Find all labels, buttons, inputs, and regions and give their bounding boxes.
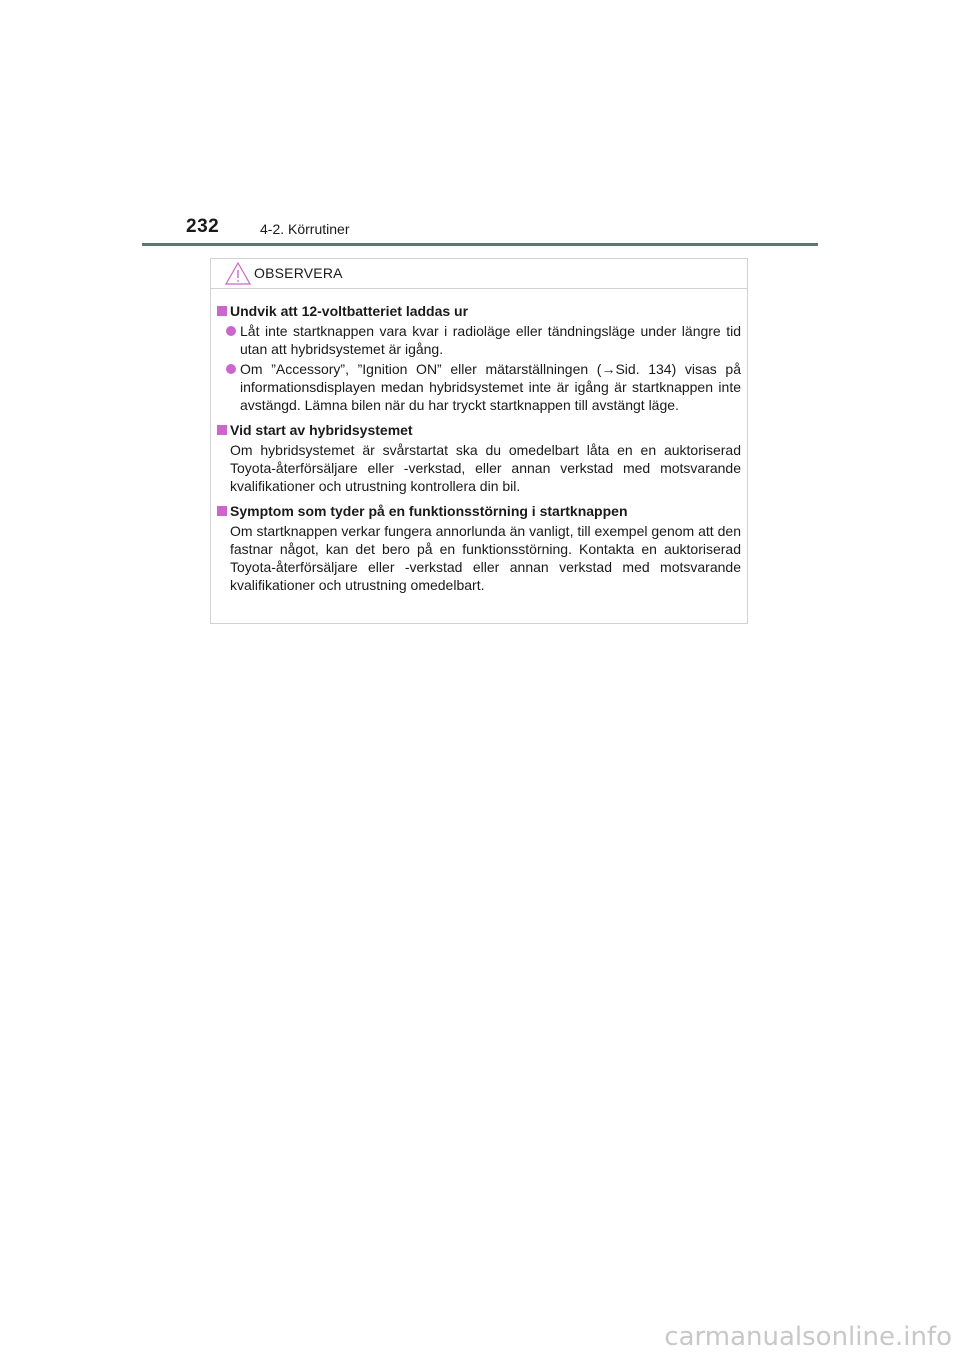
section-heading: [217, 302, 741, 320]
notice-section: [217, 502, 741, 594]
section-heading-text: Undvik att 12-voltbatteriet laddas ur: [230, 303, 469, 319]
section-paragraph: Om hybridsystemet är svårstartat ska du omedelbart låta en en auktoriserad Toyota-återförsäljare eller -verkstad, eller annan verkstad med motsvarande kvalifikationer och utrustning kontrollera din bil.: [230, 442, 741, 494]
section-title: 4-2. Körrutiner: [260, 221, 350, 237]
notice-section: [217, 421, 741, 495]
section-paragraph: Om startknappen verkar fungera annorlunda än vanligt, till exempel genom att den fastnar något, kan det bero på en funktionsstörning. Kontakta en auktoriserad Toyota-återförsäljare eller -verkstad eller annan verkstad med motsvarande kvalifikationer och utrustning omedelbart.: [230, 523, 741, 593]
bullet-text: Låt inte startknappen vara kvar i radioläge eller tändningsläge under längre tid utan att hybridsystemet är igång.: [240, 323, 741, 357]
notice-title: OBSERVERA: [254, 265, 343, 281]
notice-section: [217, 302, 741, 414]
square-bullet-icon: [217, 306, 227, 316]
section-heading-text: Vid start av hybridsystemet: [230, 422, 413, 438]
notice-box: [210, 258, 748, 624]
section-heading: [217, 502, 741, 520]
round-bullet-icon: [226, 364, 236, 374]
notice-header: [211, 259, 747, 289]
page-number: 232: [186, 216, 220, 237]
watermark: carmanualsonline.info: [664, 1322, 952, 1352]
square-bullet-icon: [217, 506, 227, 516]
section-heading: [217, 421, 741, 439]
bullet-item: [217, 322, 741, 358]
bullet-text: Om ”Accessory”, ”Ignition ON” eller mätarställningen (→Sid. 134) visas på informationsdisplayen medan hybridsystemet inte är igång är startknappen inte avstängd. Lämna bilen när du har tryckt startknappen till avstängt läge.: [240, 361, 741, 413]
section-heading-text: Symptom som tyder på en funktionsstörning i startknappen: [230, 503, 628, 519]
bullet-item: [217, 360, 741, 414]
round-bullet-icon: [226, 326, 236, 336]
warning-triangle-icon: [225, 262, 251, 285]
notice-body: [211, 289, 747, 594]
square-bullet-icon: [217, 425, 227, 435]
header-rule: [142, 243, 818, 246]
